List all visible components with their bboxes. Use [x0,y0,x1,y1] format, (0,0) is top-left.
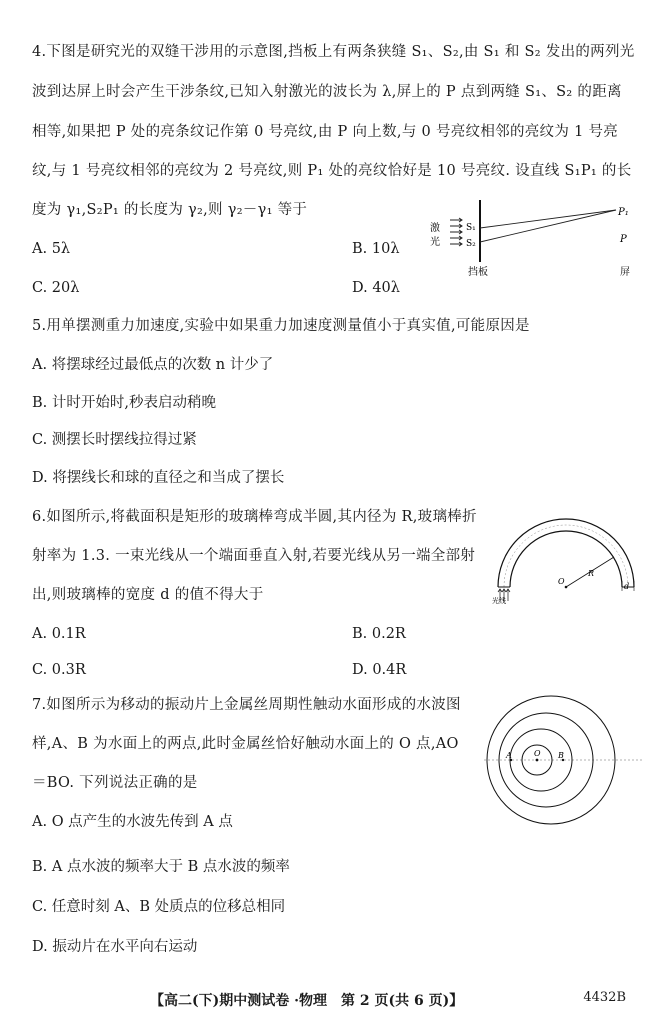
q4-line-3: 相等,如果把 P 处的亮条纹记作第 0 号亮纹,由 P 向上数,与 0 号亮纹相邻的亮纹为 1 号亮 [32,124,619,140]
q4-option-d: D. 40λ [352,280,400,296]
exam-code: 4432B [583,990,626,1005]
q7-option-a: A. O 点产生的水波先传到 A 点 [32,814,233,830]
s1-label: S₁ [466,223,476,233]
p1-label: P₁ [618,207,629,218]
q7-option-c: C. 任意时刻 A、B 处质点的位移总相同 [32,899,286,915]
ray-s1-p1 [480,210,616,228]
q5-option-b: B. 计时开始时,秒表启动稍晚 [32,395,216,411]
a-label: A [506,751,512,760]
b-label: B [558,751,564,760]
point-o [536,759,539,762]
q6-line-2: 射率为 1.3. 一束光线从一个端面垂直入射,若要光线从另一端全部射 [32,548,476,564]
q7-option-d: D. 振动片在水平向右运动 [32,939,198,955]
light-label: 光线 [492,597,506,605]
d-label: d [624,582,630,591]
q7-option-b: B. A 点水波的频率大于 B 点水波的频率 [32,859,290,875]
q5-option-a: A. 将摆球经过最低点的次数 n 计少了 [32,357,274,373]
q7-line-1: 7.如图所示为移动的振动片上金属丝周期性触动水面形成的水波图 [32,697,461,713]
glass-rod-figure [490,505,642,605]
q4-option-b: B. 10λ [352,241,400,257]
o-label: O [558,577,565,586]
s2-label: S₂ [466,239,476,249]
laser-label-2: 光 [430,237,440,248]
q5-option-c: C. 测摆长时摆线拉得过紧 [32,432,197,448]
barrier-label: 挡板 [468,267,488,278]
double-slit-figure [420,198,640,280]
q6-option-a: A. 0.1R [32,626,86,642]
q5-option-d: D. 将摆线长和球的直径之和当成了摆长 [32,470,285,486]
water-wave-figure [484,690,644,830]
q6-option-d: D. 0.4R [352,662,407,678]
screen-label: 屏 [620,267,630,278]
q4-option-c: C. 20λ [32,280,80,296]
rod-outer-arc [498,519,634,587]
q4-line-2: 波到达屏上时会产生干涉条纹,已知入射激光的波长为 λ,屏上的 P 点到两缝 S₁、S₂ 的距离 [32,84,622,100]
o-label-7: O [534,749,541,758]
laser-arrows [450,218,462,246]
q6-line-3: 出,则玻璃棒的宽度 d 的值不得大于 [32,587,264,603]
laser-label-1: 激 [430,223,440,234]
q4-option-a: A. 5λ [32,241,71,257]
r-label: R [588,569,595,578]
q4-line-4: 纹,与 1 号亮纹相邻的亮纹为 2 号亮纹,则 P₁ 处的亮纹恰好是 10 号亮纹. 设直线 S₁P₁ 的长 [32,163,632,179]
q4-line-1: 4.下图是研究光的双缝干涉用的示意图,挡板上有两条狭缝 S₁、S₂,由 S₁ 和 S₂ 发出的两列光 [32,44,635,60]
q5-line-1: 5.用单摆测重力加速度,实验中如果重力加速度测量值小于真实值,可能原因是 [32,318,530,334]
q6-option-c: C. 0.3R [32,662,86,678]
ray-s2-p1 [480,210,616,242]
q4-line-5: 度为 γ₁,S₂P₁ 的长度为 γ₂,则 γ₂－γ₁ 等于 [32,202,308,218]
rod-inner-arc [510,531,622,587]
wave-circle-1 [487,696,615,824]
q7-line-2: 样,A、B 为水面上的两点,此时金属丝恰好触动水面上的 O 点,AO [32,736,459,752]
page-footer: 【高二(下)期中测试卷 ·物理 第 2 页(共 6 页)】 [150,993,464,1009]
p-label: P [620,234,627,245]
q6-line-1: 6.如图所示,将截面积是矩形的玻璃棒弯成半圆,其内径为 R,玻璃棒折 [32,509,477,525]
q6-option-b: B. 0.2R [352,626,406,642]
q7-line-3: ＝BO. 下列说法正确的是 [32,775,198,791]
